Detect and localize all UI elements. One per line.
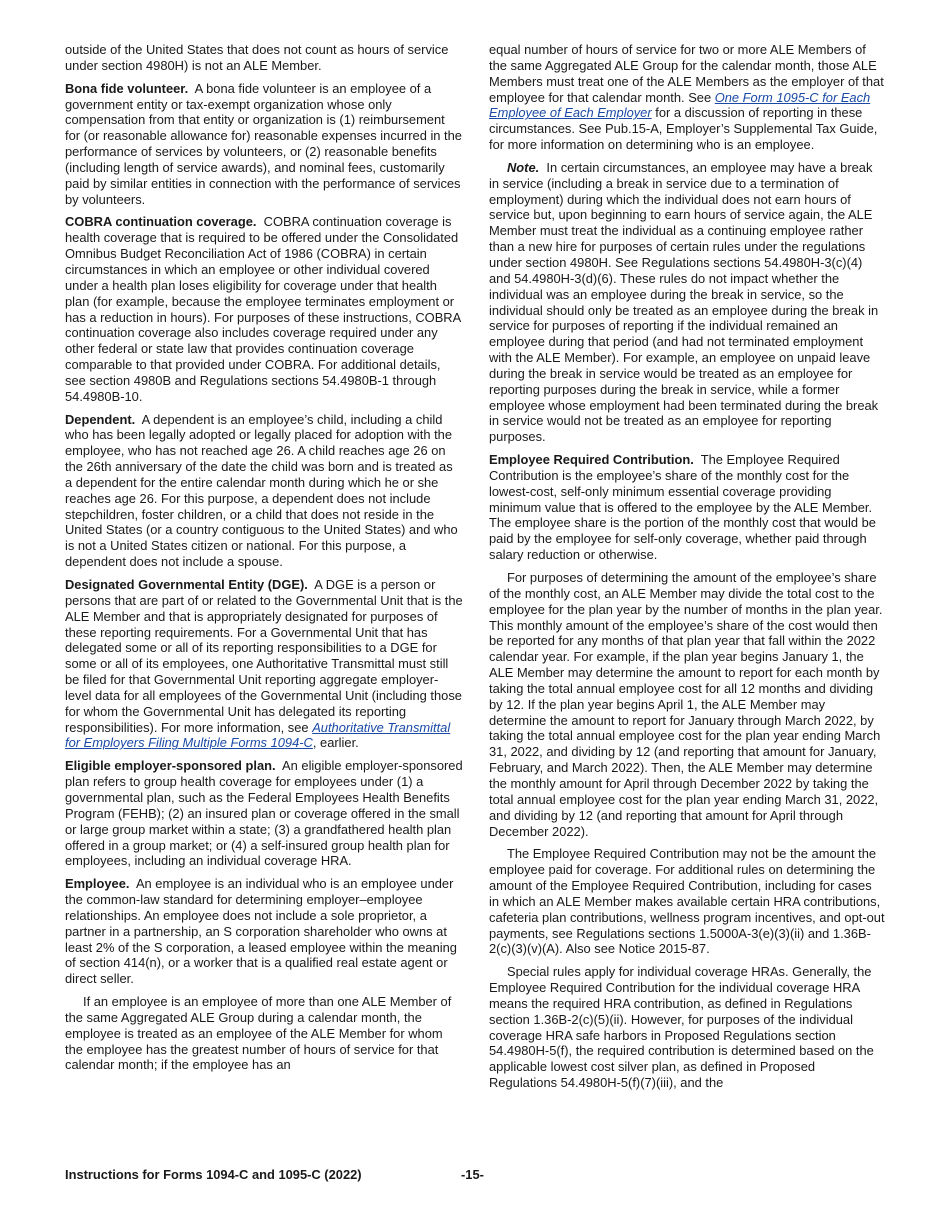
paragraph-text: outside of the United States that does not count as hours of service under section 4980H) is not an ALE Member.	[65, 42, 449, 73]
definition-bona-fide-volunteer	[65, 81, 463, 208]
paragraph-text: equal number of hours of service for two or more ALE Members of the same Aggregated ALE Group for the calendar month, those ALE Members must treat one of the ALE Members as the employer of that employee for that calendar month. See	[489, 42, 884, 105]
definition-body: A dependent is an employee’s child, including a child who has been legally adopted or legally placed for adoption with the employee, who has not reached age 26. A child reaches age 26 on the 26th anniversary of the date the child was born and is treated as a dependent for the entire calendar month during which he or she reaches age 26. For this purpose, a dependent does not include stepchildren, foster children, or a child that does not reside in the United States (or a country contiguous to the United States) and who is not a United States citizen or national. For this purpose, a dependent does not include a spouse.	[65, 411, 458, 570]
definition-term: Bona fide volunteer.	[65, 80, 189, 96]
footer-title: Instructions for Forms 1094-C and 1095-C (2022)	[65, 1167, 362, 1182]
definition-dependent	[65, 412, 463, 570]
definition-body: An eligible employer-sponsored plan refers to group health coverage for employees under (1) a governmental plan, such as the Federal Employees Health Benefits Program (FEHB); (2) an insured plan or coverage offered in the small or large group market within a state; (3) a grandfathered health plan offered in a group market; or (4) a self-insured group health plan for employees, including an individual coverage HRA.	[65, 758, 463, 869]
definition-tail: , earlier.	[312, 735, 359, 751]
authoritative-transmittal-link[interactable]: Authoritative Transmittal for Employers Filing Multiple Forms 1094-C	[65, 719, 451, 751]
left-column	[65, 42, 463, 1080]
paragraph-may-not-be-amount	[489, 846, 885, 957]
definition-term: Employee.	[65, 876, 130, 892]
definition-body: COBRA continuation coverage is health coverage that is required to be offered under the Consolidated Omnibus Budget Reconciliation Act of 1986 (COBRA) in certain circumstances in which an employee or other individual covered under a health plan loses eligibility for coverage under that health plan (for example, because the employee terminates employment or has a reduction in hours). For purposes of these instructions, COBRA continuation coverage also includes coverage required under any other federal or state law that provides continuation coverage comparable to that provided under COBRA. For additional details, see section 4980B and Regulations sections 54.4980B-1 through 54.4980B-10.	[65, 214, 461, 404]
paragraph-ale-continued	[65, 42, 463, 74]
definition-term: Eligible employer-sponsored plan.	[65, 758, 276, 774]
note-label: Note.	[507, 159, 540, 175]
page-number: -15-	[461, 1167, 484, 1182]
paragraph-monthly-cost	[489, 570, 885, 839]
paragraph-employee-continued	[489, 42, 885, 153]
definition-eligible-plan	[65, 758, 463, 869]
paragraph-text: For purposes of determining the amount of the employee’s share of the monthly cost, an ALE Member may divide the total cost to the employee for the plan year by the number of months in the plan year. This monthly amount of the employee’s share of the cost would then be reported for any months of that plan year that fall within the 2022 calendar year. For example, if the plan year begins January 1, the ALE Member may determine the amount to report for each month by taking the total annual employee cost for all 12 months and dividing by 12. If the plan year begins April 1, the ALE Member may determine the amount to report for January through March 2022, by taking the total annual employee cost for the plan year ending March 31, 2022, and dividing by 12 (and reporting that amount for January, February, and March 2022). Then, the ALE Member may determine the monthly amount for April through December 2022 by taking the total annual employee cost for the plan year ending March 31, 2022, and dividing by 12 (and reporting that amount for April through December 2022).	[489, 570, 883, 839]
note-break-in-service	[489, 160, 885, 445]
paragraph-text: If an employee is an employee of more than one ALE Member of the same Aggregated ALE Group during a calendar month, the employee is treated as an employee of the ALE Member for whom the employee has the greatest number of hours of service for that calendar month; if the employee has an	[65, 994, 452, 1073]
paragraph-multiple-ale-members	[65, 994, 463, 1073]
definition-term: Dependent.	[65, 411, 136, 427]
definition-body: A DGE is a person or persons that are part of or related to the Governmental Unit that is the ALE Member and that is appropriately designated for purposes of these reporting requirements. For a Governmental Unit that has delegated some or all of its reporting responsibilities to a DGE for some or all of its employees, one Authoritative Transmittal must still be filed for that Governmental Unit reporting aggregate employer-level data for all employees of the Governmental Unit (including those for whom the Governmental Unit has delegated its reporting responsibilities). For more information, see	[65, 577, 463, 735]
definition-cobra	[65, 214, 463, 404]
definition-body: An employee is an individual who is an employee under the common-law standard for determining employer–employee relationships. An employee does not include a sole proprietor, a partner in a partnership, an S corporation shareholder who owns at least 2% of the S corporation, a leased employee within the meaning of section 414(n), or a worker that is a qualified real estate agent or direct seller.	[65, 876, 457, 987]
definition-employee-required-contribution	[489, 452, 885, 563]
definition-term: COBRA continuation coverage.	[65, 214, 257, 230]
paragraph-tail: for a discussion of reporting in these circumstances. See Pub.15-A, Employer’s Supplemental Tax Guide, for more information on determining who is an employee.	[489, 105, 878, 153]
one-form-1095c-link[interactable]: One Form 1095-C for Each Employee of Each Employer	[489, 89, 871, 121]
definition-body: The Employee Required Contribution is the employee’s share of the monthly cost for the lowest-cost, self-only minimum essential coverage providing minimum value that is offered to the employee by the ALE Member. The employee share is the portion of the monthly cost that would be paid by the employee for self-only coverage, whether paid through salary reduction or otherwise.	[489, 452, 876, 563]
definition-body: A bona fide volunteer is an employee of a government entity or tax-exempt organization whose only compensation from that entity or organization is (1) reimbursement for (or reasonable allowance for) reasonable expenses incurred in the performance of services by volunteers, or (2) reasonable benefits (including length of service awards), and nominal fees, customarily paid by similar entities in connection with the performance of services by volunteers.	[65, 80, 462, 207]
definition-term: Employee Required Contribution.	[489, 452, 694, 468]
definition-employee	[65, 876, 463, 987]
paragraph-special-rules-hra	[489, 964, 885, 1091]
paragraph-text: The Employee Required Contribution may not be the amount the employee paid for coverage. For additional rules on determining the amount of the Employee Required Contribution, including for cases in which an ALE Member makes available certain HRA contributions, cafeteria plan contributions, wellness program incentives, and opt-out payments, see Regulations sections 1.5000A-3(e)(3)(ii) and 1.36B-2(c)(3)(v)(A). Also see Notice 2015-87.	[489, 846, 885, 957]
note-body: In certain circumstances, an employee may have a break in service (including a break in service due to a termination of employment) during which the individual does not earn hours of service but, upon beginning to earn hours of service again, the ALE Member must treat the individual as a continuing employee rather than a new hire for purposes of certain rules under the regulations under section 4980H. See Regulations sections 54.4980H-3(c)(4) and 54.4980H-3(d)(6). These rules do not impact whether the individual was an employee during the break in service, so the individual should only be treated as an employee during the break in service for purposes of reporting if the individual remained an employee during that period (and had not terminated employment with the ALE Member). For example, an employee on unpaid leave during the break in service would be treated as an employee for reporting purposes during the break in service, while a former employee whose employment had been terminated during the break in service would not be treated as an employee for reporting purposes.	[489, 159, 879, 445]
definition-dge	[65, 577, 463, 751]
right-column	[489, 42, 885, 1098]
paragraph-text: Special rules apply for individual coverage HRAs. Generally, the Employee Required Contribution for the individual coverage HRA means the required HRA contribution, as defined in Regulations section 1.36B-2(c)(5)(ii). However, for purposes of the individual coverage HRA safe harbors in Proposed Regulations section 54.4980H-5(f), the required contribution is determined based on the applicable lowest cost silver plan, as defined in Proposed Regulations 54.4980H-5(f)(7)(iii), and the	[489, 964, 874, 1091]
definition-term: Designated Governmental Entity (DGE).	[65, 577, 308, 592]
